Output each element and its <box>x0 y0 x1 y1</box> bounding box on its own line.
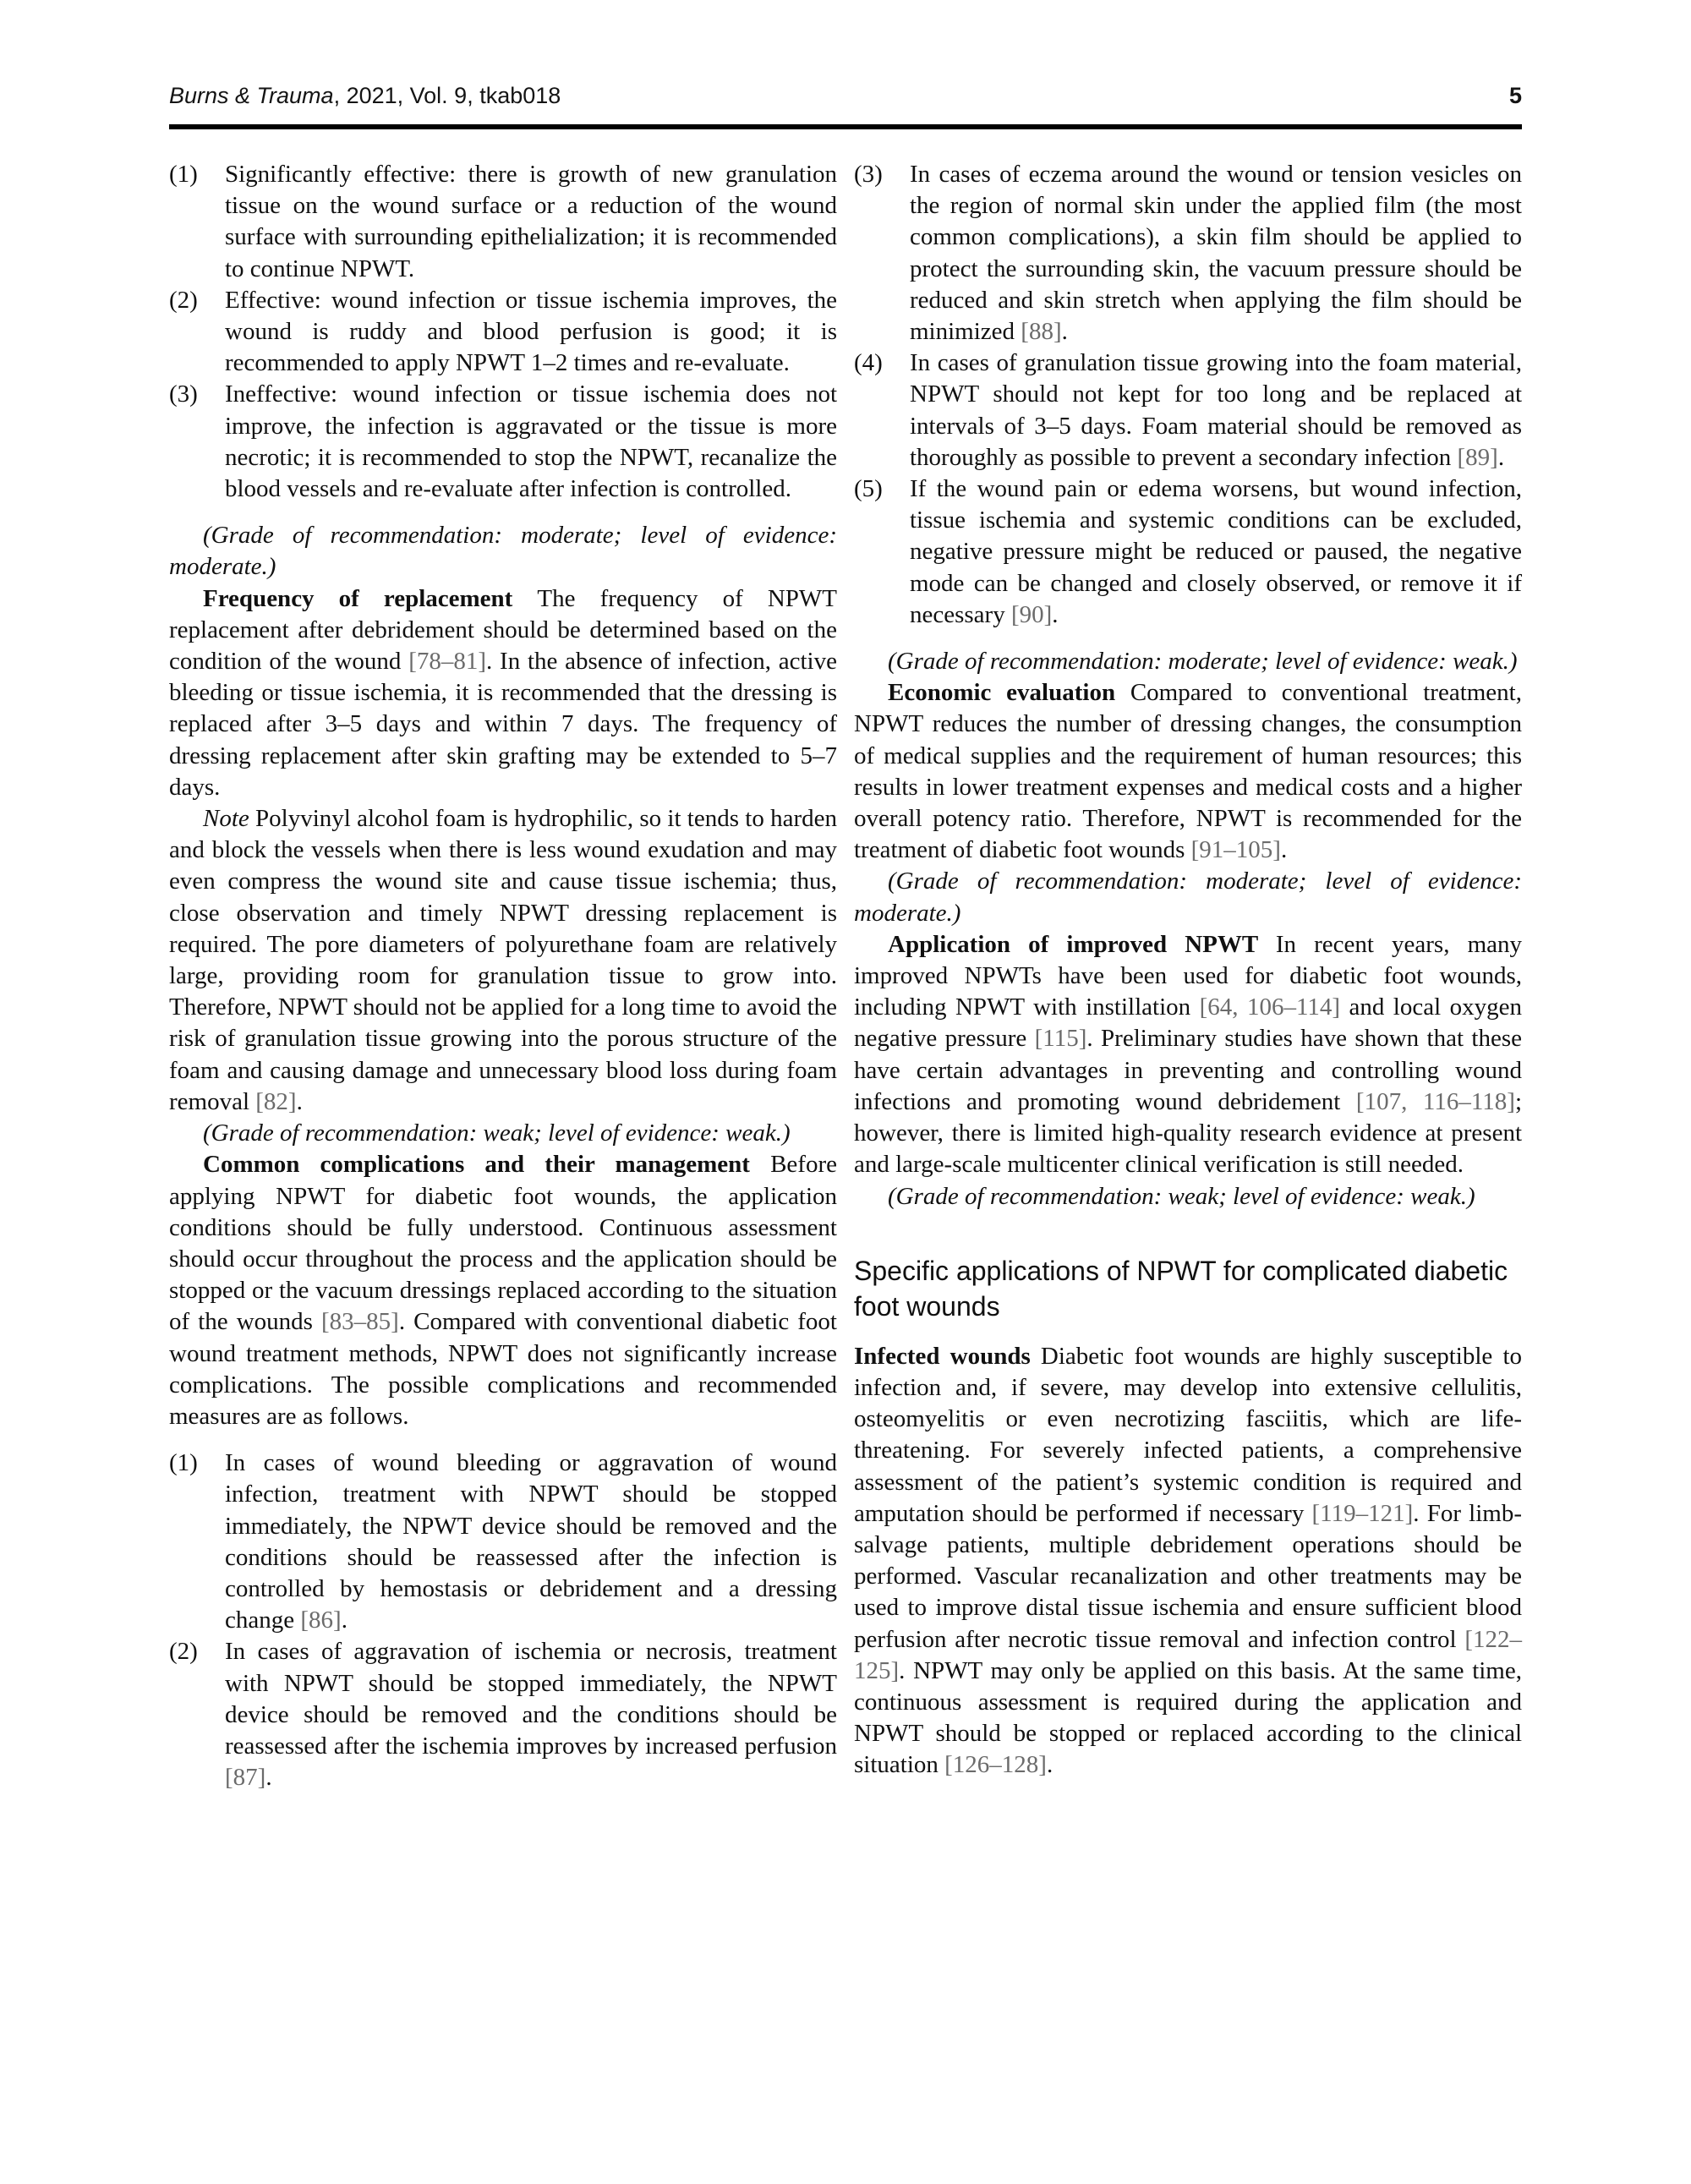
text-run: (Grade of recommendation: moderate; level of evidence: weak.) <box>888 648 1518 676</box>
left-column <box>169 159 837 1793</box>
text-run: (Grade of recommendation: weak; level of evidence: weak.) <box>888 1182 1475 1210</box>
list-item-text <box>225 1448 837 1636</box>
header-rule <box>169 124 1522 129</box>
citation-ref: [90] <box>1010 600 1053 628</box>
list-item <box>854 159 1522 348</box>
list-item-text <box>225 1636 837 1793</box>
text-run: Before applying NPWT for diabetic foot wounds, the application conditions should be fully understood. Continuous assessment should occur throughout the process and the application should be stopped or the vacuum dressings replaced according to the situation of the wounds <box>169 1151 837 1336</box>
citation-ref: [86] <box>300 1607 342 1634</box>
list-item <box>854 348 1522 473</box>
citation-ref: [78–81] <box>408 648 487 676</box>
text-run: . For limb-salvage patients, multiple debridement operations should be performed. Vascular recanalization and other treatments may be used to improve distal tissue ischemia and ensure sufficient blood perfusion after necrotic tissue removal and infection control <box>854 1499 1523 1653</box>
text-run: In recent years, many improved NPWTs have been used for diabetic foot wounds, including NPWT with instillation <box>854 930 1522 1021</box>
citation-ref: [115] <box>1034 1025 1087 1053</box>
citation-ref: [122–125] <box>854 1625 1522 1684</box>
right-column <box>854 159 1522 1793</box>
paragraph <box>854 866 1522 928</box>
citation-ref: [119–121] <box>1311 1499 1414 1527</box>
text-run: . In the absence of infection, active bleeding or tissue ischemia, it is recommended that the dressing is replaced after 3–5 days and within 7 days. The frequency of dressing replacement after skin grafting may be extended to 5–7 days. <box>169 648 837 801</box>
paragraph <box>169 520 837 583</box>
text-run: . <box>296 1087 303 1115</box>
page-header <box>169 83 1522 109</box>
paragraph <box>169 1149 837 1432</box>
paragraph <box>169 583 837 803</box>
text-run: ; however, there is limited high-quality research evidence at present and large-scale multicenter clinical verification is still needed. <box>854 1087 1522 1179</box>
text-run: Effective: wound infection or tissue ischemia improves, the wound is ruddy and blood perfusion is good; it is recommended to apply NPWT 1–2 times and re-evaluate. <box>225 286 837 377</box>
text-run: Note <box>203 805 256 833</box>
journal-meta: , 2021, Vol. 9, tkab018 <box>333 83 561 108</box>
text-run: . NPWT may only be applied on this basis. At the same time, continuous assessment is required during the application and NPWT should be stopped or replaced according to the clinical situation <box>854 1656 1522 1779</box>
list-item <box>169 379 837 505</box>
list-item <box>169 159 837 285</box>
list-item-text <box>910 473 1522 631</box>
list-marker: (1) <box>169 1449 198 1477</box>
text-run: The frequency of NPWT replacement after debridement should be determined based on the condition of the wound <box>169 584 837 676</box>
two-column-body <box>169 159 1522 1793</box>
text-run: . <box>1280 836 1288 864</box>
text-run: . <box>1497 443 1505 471</box>
text-run: . Preliminary studies have shown that these have certain advantages in preventing and controlling wound infections and promoting wound debridement <box>854 1025 1522 1115</box>
text-run: In cases of granulation tissue growing into the foam material, NPWT should not kept for too long and be replaced at intervals of 3–5 days. Foam material should be removed as thoroughly as possible to prevent a secondary infection <box>910 349 1522 471</box>
list-item <box>169 1448 837 1636</box>
paragraph <box>854 1181 1522 1212</box>
text-run: . <box>341 1607 348 1634</box>
text-run: Common complications and their management <box>203 1151 771 1179</box>
list-marker: (1) <box>169 161 198 188</box>
section-heading: Specific applications of NPWT for complicated diabetic foot wounds <box>854 1255 1508 1322</box>
text-run: In cases of wound bleeding or aggravation of wound infection, treatment with NPWT should be stopped immediately, the NPWT device should be removed and the conditions should be reassessed after the infection is controlled by hemostasis or debridement and a dressing change <box>225 1449 837 1634</box>
list-marker: (3) <box>854 161 883 188</box>
paragraph <box>854 929 1522 1181</box>
citation-ref: [126–128] <box>944 1751 1047 1779</box>
list-item-text <box>225 159 837 285</box>
list-item <box>854 473 1522 631</box>
text-run: In cases of aggravation of ischemia or necrosis, treatment with NPWT should be stopped immediately, the NPWT device should be removed and the conditions should be reassessed after the ischemia improves by increased perfusion <box>225 1638 837 1760</box>
citation-ref: [88] <box>1021 318 1062 346</box>
citation-ref: [91–105] <box>1190 836 1281 864</box>
text-run: Economic evaluation <box>888 679 1130 707</box>
list-item <box>169 285 837 380</box>
list-item-text <box>225 379 837 505</box>
citation-ref: [89] <box>1457 443 1498 471</box>
text-run: Significantly effective: there is growth of new granulation tissue on the wound surface or a reduction of the wound surface with surrounding epithelialization; it is recommended to continue NPWT. <box>225 161 837 282</box>
text-run: Diabetic foot wounds are highly susceptible to infection and, if severe, may develop into extensive cellulitis, osteomyelitis or even necrotizing fasciitis, which are life-threatening. For severely infected patients, a comprehensive assessment of the patient’s systemic condition is required and amputation should be performed if necessary <box>854 1342 1522 1527</box>
list-marker: (3) <box>169 380 198 408</box>
citation-ref: [87] <box>225 1764 266 1792</box>
text-run: Application of improved NPWT <box>888 930 1276 958</box>
text-run: Ineffective: wound infection or tissue ischemia does not improve, the infection is aggravated or the tissue is more necrotic; it is recommended to stop the NPWT, recanalize the blood vessels and re-evaluate after infection is controlled. <box>225 380 837 503</box>
text-run: Compared to conventional treatment, NPWT reduces the number of dressing changes, the consumption of medical supplies and the requirement of human resources; this results in lower treatment expenses and medical costs and a higher overall potency ratio. Therefore, NPWT is recommended for the treatment of diabetic foot wounds <box>854 679 1522 864</box>
text-run: (Grade of recommendation: moderate; level of evidence: moderate.) <box>854 868 1522 927</box>
paragraph <box>169 803 837 1118</box>
citation-ref: [64, 106–114] <box>1199 993 1341 1021</box>
list-marker: (4) <box>854 349 883 377</box>
paragraph <box>169 1118 837 1149</box>
list-item <box>169 1636 837 1793</box>
list-marker: (5) <box>854 475 883 503</box>
text-run: and local oxygen negative pressure <box>854 993 1522 1053</box>
text-run: If the wound pain or edema worsens, but wound infection, tissue ischemia and systemic conditions can be excluded, negative pressure might be reduced or paused, the negative mode can be changed and closely observed, or remove it if necessary <box>910 475 1522 628</box>
journal-title: Burns & Trauma <box>169 83 334 108</box>
list-marker: (2) <box>169 286 198 314</box>
text-run: Frequency of replacement <box>203 584 538 612</box>
paragraph <box>854 1341 1522 1782</box>
text-run: In cases of eczema around the wound or tension vesicles on the region of normal skin under the applied film (the most common complications), a skin film should be applied to protect the surrounding skin, the vacuum pressure should be reduced and skin stretch when applying the film should be minimized <box>910 161 1522 346</box>
paragraph <box>854 677 1522 866</box>
citation-ref: [83–85] <box>320 1308 399 1336</box>
text-run: (Grade of recommendation: moderate; level of evidence: moderate.) <box>169 522 837 581</box>
text-run: . <box>265 1764 272 1792</box>
page-number: 5 <box>1508 83 1522 108</box>
paragraph <box>854 646 1522 677</box>
citation-ref: [107, 116–118] <box>1355 1087 1515 1115</box>
text-run: . Compared with conventional diabetic foot wound treatment methods, NPWT does not significantly increase complications. The possible complications and recommended measures are as follows. <box>169 1308 837 1430</box>
text-run: Polyvinyl alcohol foam is hydrophilic, so it tends to harden and block the vessels when there is less wound exudation and may even compress the wound site and cause tissue ischemia; thus, close observation and timely NPWT dressing replacement is required. The pore diameters of polyurethane foam are relatively large, providing room for granulation tissue to grow into. Therefore, NPWT should not be applied for a long time to avoid the risk of granulation tissue growing into the porous structure of the foam and causing damage and unnecessary blood loss during foam removal <box>169 805 838 1115</box>
list-item-text <box>225 285 837 380</box>
text-run: . <box>1046 1751 1053 1779</box>
citation-ref: [82] <box>255 1087 297 1115</box>
text-run: Infected wounds <box>854 1342 1041 1370</box>
text-run: . <box>1061 318 1068 346</box>
list-marker: (2) <box>169 1638 198 1666</box>
text-run: (Grade of recommendation: weak; level of evidence: weak.) <box>203 1119 791 1147</box>
text-run: . <box>1052 600 1059 628</box>
journal-citation <box>169 83 561 109</box>
list-item-text <box>910 159 1522 348</box>
list-item-text <box>910 348 1522 473</box>
